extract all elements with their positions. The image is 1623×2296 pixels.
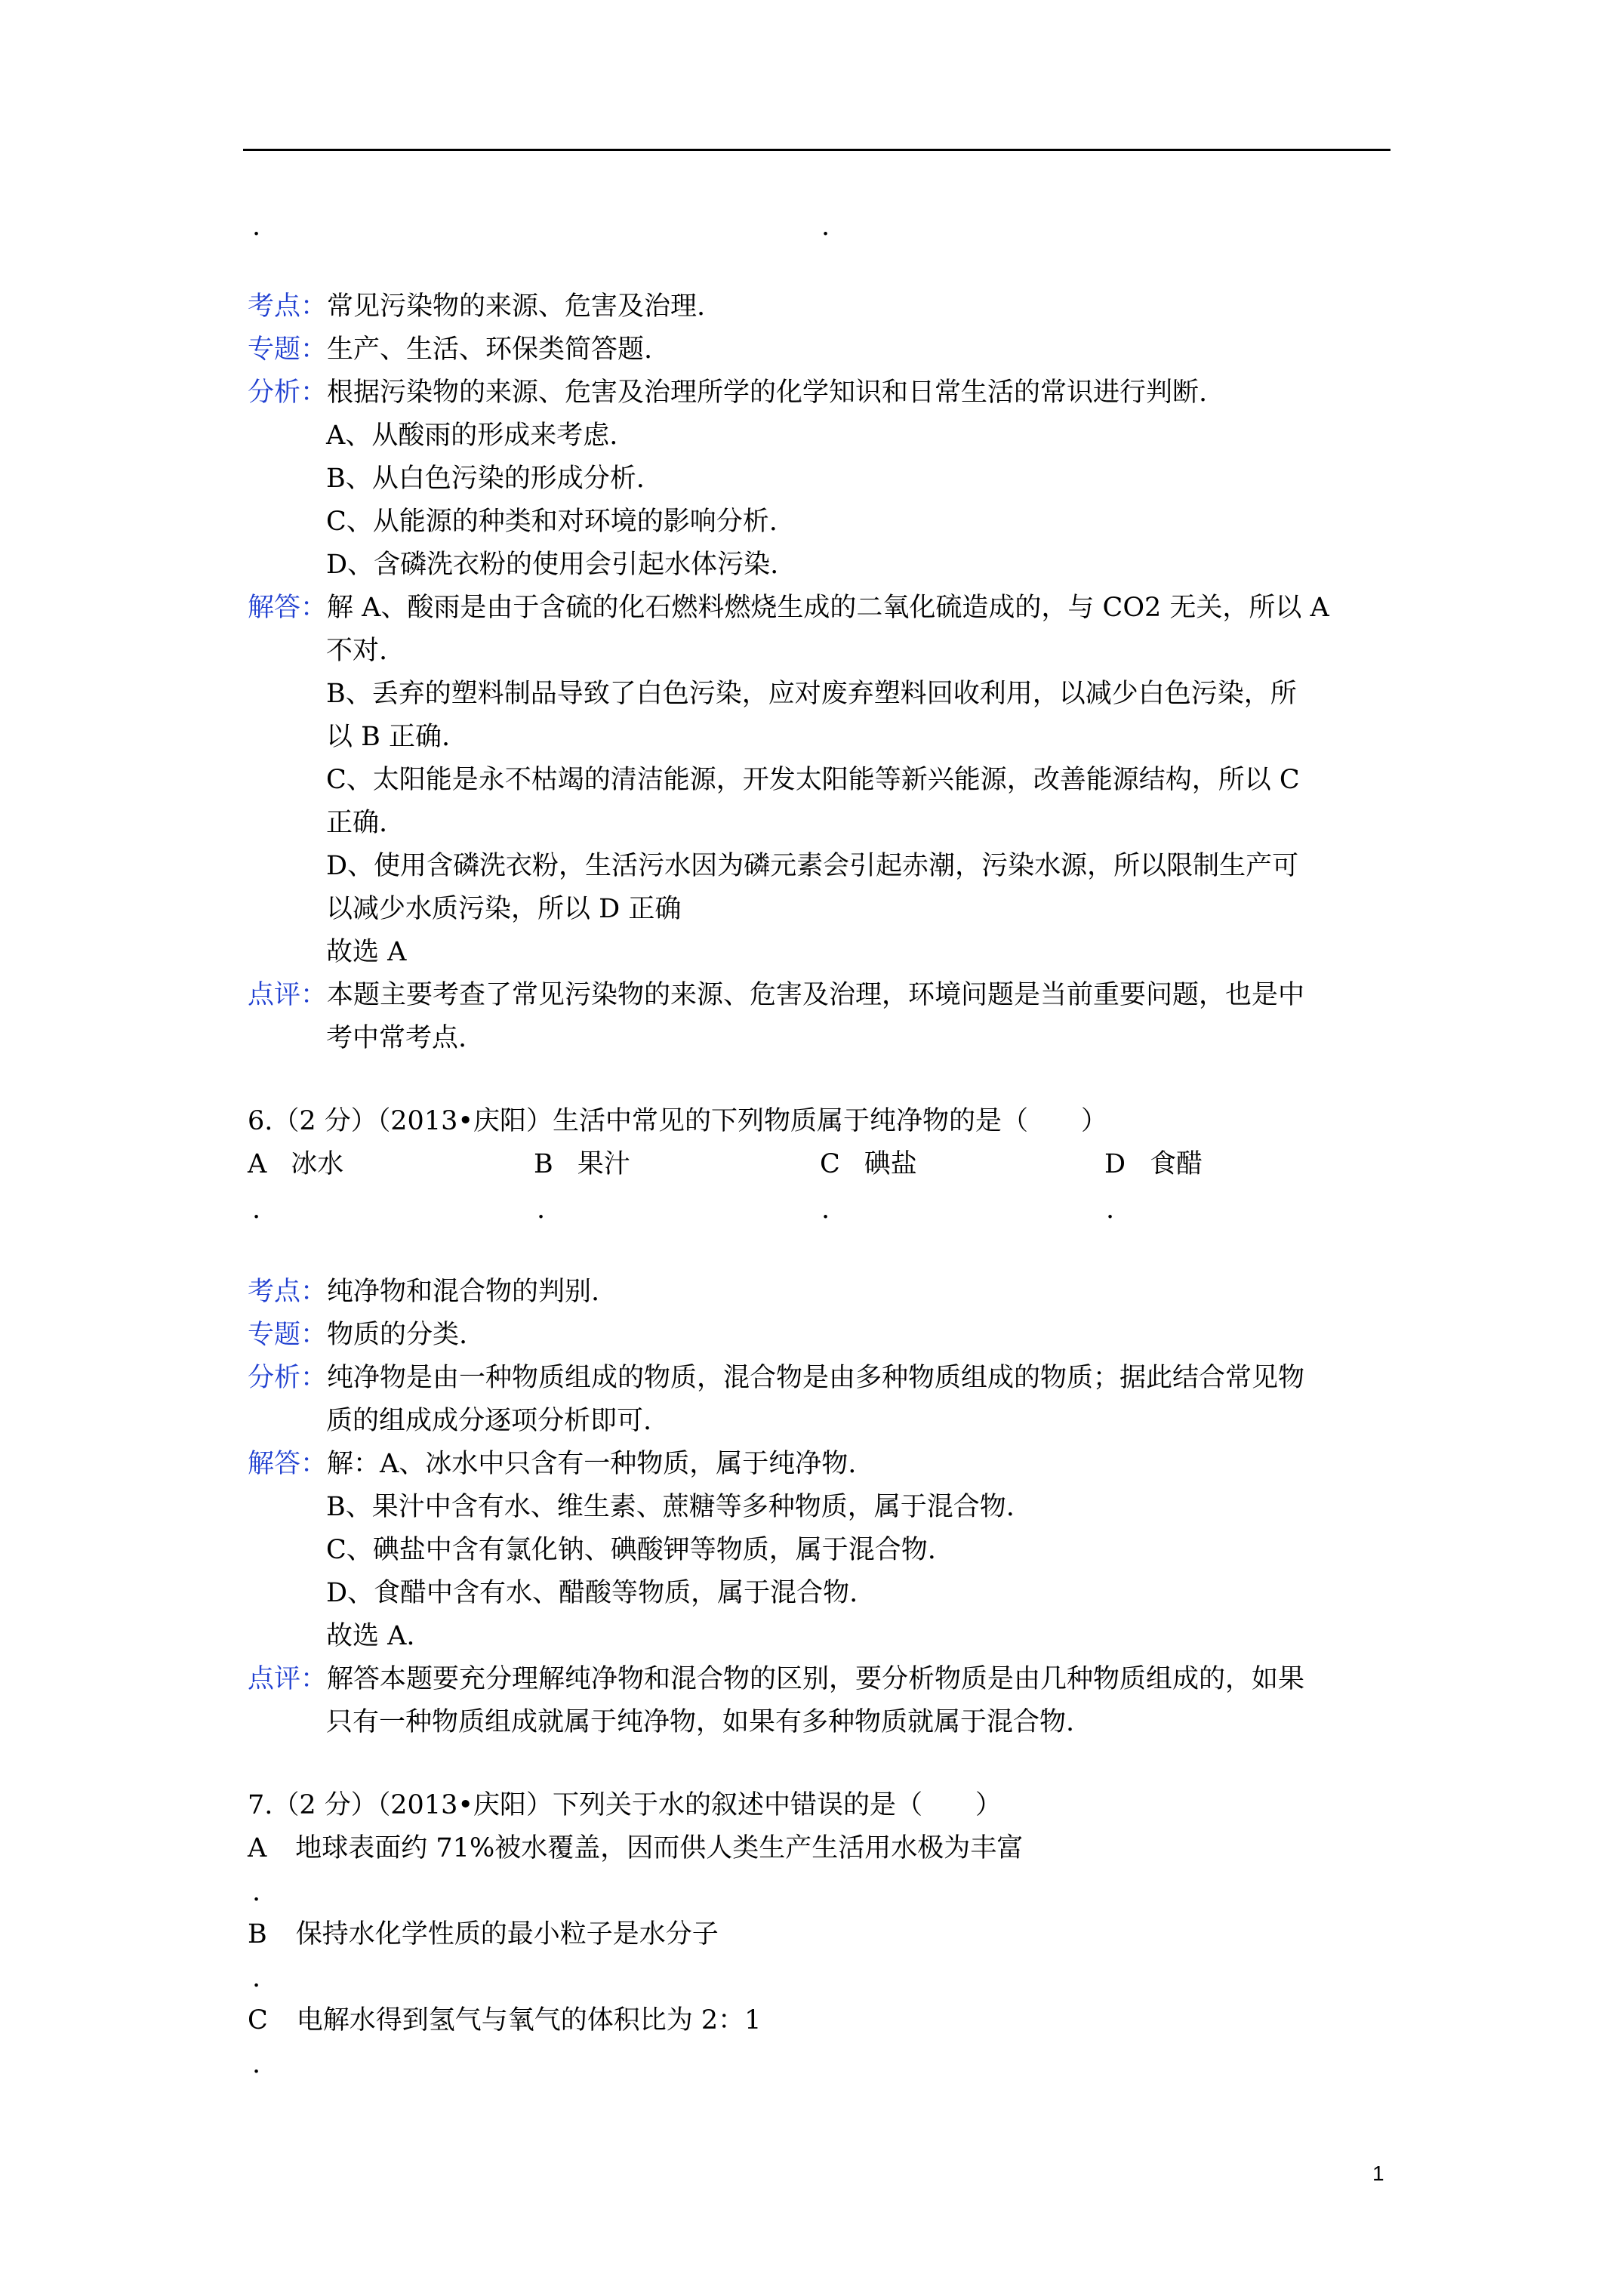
q6-option-d: D 食醋 xyxy=(1104,1149,1203,1179)
option-dot: . xyxy=(252,211,261,242)
q5-dianping-line: 考中常考点. xyxy=(326,1023,467,1053)
dianping-label: 点评： xyxy=(248,1664,328,1694)
q5-kaodian: 考点：常见污染物的来源、危害及治理. xyxy=(248,291,706,322)
q5-jieda-line: 以 B 正确. xyxy=(326,722,451,752)
q5-jieda: 解答：解 A、酸雨是由于含硫的化石燃料燃烧生成的二氧化硫造成的，与 CO2 无关，所以 A xyxy=(248,593,1329,623)
q5-dianping: 点评：本题主要考查了常见污染物的来源、危害及治理，环境问题是当前重要问题，也是中 xyxy=(248,980,1305,1010)
jieda-label: 解答： xyxy=(248,1449,328,1479)
kaodian-label: 考点： xyxy=(248,1277,328,1307)
q5-jieda-line: D、使用含磷洗衣粉，生活污水因为磷元素会引起赤潮，污染水源，所以限制生产可 xyxy=(326,851,1299,881)
fenxi-label: 分析： xyxy=(248,1363,328,1393)
option-dot: . xyxy=(821,1194,830,1225)
q6-jieda-line: B、果汁中含有水、维生素、蔗糖等多种物质，属于混合物. xyxy=(326,1492,1015,1522)
dianping-label: 点评： xyxy=(248,980,328,1010)
q6-fenxi-line: 质的组成成分逐项分析即可. xyxy=(326,1406,652,1436)
q7-option-b: B 保持水化学性质的最小粒子是水分子 xyxy=(248,1919,719,1949)
q5-jieda-line: 以减少水质污染，所以 D 正确 xyxy=(326,894,682,924)
q6-dianping: 点评：解答本题要充分理解纯净物和混合物的区别，要分析物质是由几种物质组成的，如果 xyxy=(248,1664,1305,1694)
q5-jieda-line: C、太阳能是永不枯竭的清洁能源，开发太阳能等新兴能源，改善能源结构，所以 C xyxy=(326,765,1300,795)
q6-dianping-line: 只有一种物质组成就属于纯净物，如果有多种物质就属于混合物. xyxy=(326,1707,1075,1737)
q6-jieda: 解答：解：A、冰水中只含有一种物质，属于纯净物. xyxy=(248,1449,857,1479)
q6-option-b: B 果汁 xyxy=(534,1149,630,1179)
q6-stem: 6.（2 分）（2013•庆阳）生活中常见的下列物质属于纯净物的是（ ） xyxy=(248,1106,1108,1136)
zhuanti-label: 专题： xyxy=(248,334,328,365)
q5-jieda-line: 正确. xyxy=(326,808,388,838)
option-dot: . xyxy=(252,1194,261,1225)
zhuanti-label: 专题： xyxy=(248,1320,328,1350)
q5-jieda-line: 故选 A xyxy=(326,937,407,967)
option-dot: . xyxy=(1106,1194,1115,1225)
jieda-label: 解答： xyxy=(248,593,328,623)
q7-stem: 7.（2 分）（2013•庆阳）下列关于水的叙述中错误的是（ ） xyxy=(248,1790,1002,1820)
q5-fenxi-line: D、含磷洗衣粉的使用会引起水体污染. xyxy=(326,550,779,580)
q5-fenxi-line: A、从酸雨的形成来考虑. xyxy=(326,421,618,451)
q6-kaodian: 考点：纯净物和混合物的判别. xyxy=(248,1277,600,1307)
q5-fenxi-line: B、从白色污染的形成分析. xyxy=(326,464,645,494)
q6-jieda-line: 故选 A. xyxy=(326,1621,415,1651)
q5-zhuanti: 专题：生产、生活、环保类简答题. xyxy=(248,334,653,365)
q6-zhuanti: 专题：物质的分类. xyxy=(248,1320,468,1350)
header-rule xyxy=(243,149,1390,151)
q6-jieda-line: C、碘盐中含有氯化钠、碘酸钾等物质，属于混合物. xyxy=(326,1535,936,1565)
option-dot: . xyxy=(252,1877,261,1907)
q7-option-c: C 电解水得到氢气与氧气的体积比为 2：1 xyxy=(248,2005,762,2036)
q6-option-a: A 冰水 xyxy=(248,1149,344,1179)
kaodian-label: 考点： xyxy=(248,291,328,322)
fenxi-label: 分析： xyxy=(248,378,328,408)
q5-fenxi-line: C、从能源的种类和对环境的影响分析. xyxy=(326,507,778,537)
q5-jieda-line: 不对. xyxy=(326,636,388,666)
option-dot: . xyxy=(252,2049,261,2079)
option-dot: . xyxy=(537,1194,546,1225)
option-dot: . xyxy=(252,1963,261,1993)
q6-jieda-line: D、食醋中含有水、醋酸等物质，属于混合物. xyxy=(326,1578,858,1608)
q5-fenxi: 分析：根据污染物的来源、危害及治理所学的化学知识和日常生活的常识进行判断. xyxy=(248,378,1208,408)
option-dot: . xyxy=(821,211,830,242)
q7-option-a: A 地球表面约 71%被水覆盖，因而供人类生产生活用水极为丰富 xyxy=(248,1833,1024,1863)
page-number: 1 xyxy=(1372,2162,1384,2185)
q6-fenxi: 分析：纯净物是由一种物质组成的物质，混合物是由多种物质组成的物质；据此结合常见物 xyxy=(248,1363,1305,1393)
q5-jieda-line: B、丢弃的塑料制品导致了白色污染，应对废弃塑料回收利用，以减少白色污染，所 xyxy=(326,679,1297,709)
q6-option-c: C 碘盐 xyxy=(820,1149,917,1179)
